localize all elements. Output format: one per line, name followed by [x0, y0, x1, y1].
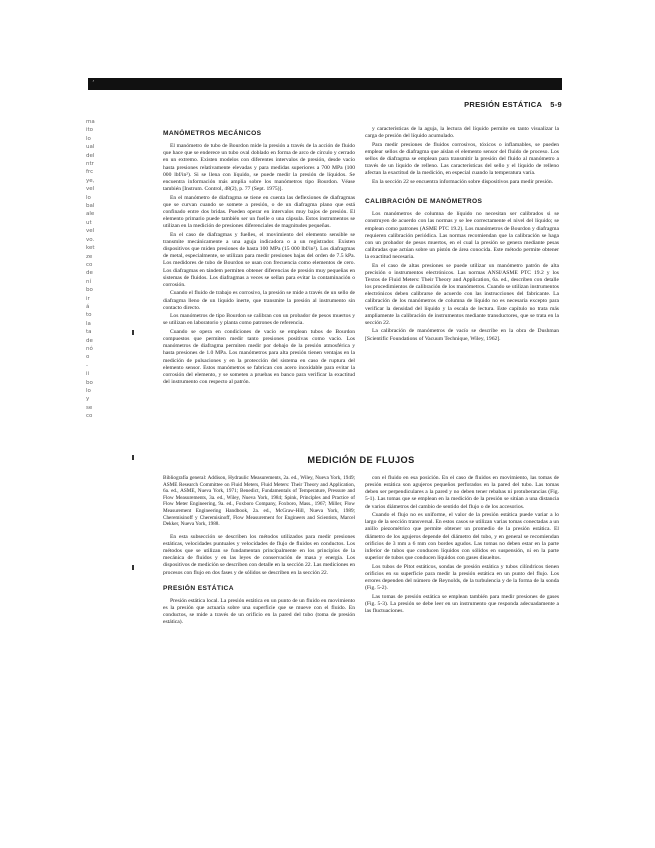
section-body: [365, 126, 559, 186]
gutter-fragment: vo.: [86, 236, 95, 243]
section-body: [365, 475, 559, 615]
gutter-fragment: ut: [86, 219, 92, 226]
margin-tick: [132, 330, 134, 335]
gutter-fragment: ze: [86, 253, 93, 260]
paragraph: Para medir presiones de fluidos corrosivos, tóxicos o inflamables, se pueden emplear sellos de diafragma que aíslan el elemento sensor del fluido de proceso. Los sellos de diafragma se emplean para transmitir la presión del fluido al manómetro a través de un líquido de relleno. Las características del sello y el líquido de relleno afectan la exactitud de la medición, en especial cuando la temperatura varía.: [365, 141, 559, 177]
gutter-fragment: de: [86, 337, 93, 344]
paragraph: En el caso de diafragmas y fuelles, el movimiento del elemento sensible se transmite mecánicamente a una aguja indicadora o a un registrador. Existen dispositivos que miden presiones de hasta 100 MPa (15 000 lbf/in²). Los diafragmas de metal, especialmente, se utilizan para medir presiones bajas del orden de 7.5 kPa. Los medidores de tubo de Bourdon se usan con frecuencia como elementos de cero. Los diafragmas en tándem permiten obtener diferencias de presión muy pequeñas en sistemas de fluidos. Los diafragmas a veces se sellan para evitar la contaminación o corrosión.: [163, 231, 355, 288]
column-right-bottom: [365, 475, 559, 617]
gutter-fragment: vel: [86, 228, 95, 235]
column-left-top: [163, 126, 355, 388]
paragraph: con el fluido en esa posición. En el caso de fluidos en movimiento, las tomas de presión estática son agujeros pequeños perforados en la pared del tubo. Las tomas deben ser perpendiculares a la pared y no deben tener rebabas ni protuberancias (Fig. 5-1). Las tomas que se emplean en la medición de la presión se sitúan a una distancia de varios diámetros del cambio de sentido del flujo o de los accesorios.: [365, 475, 559, 510]
gutter-fragment: to: [86, 312, 92, 319]
gutter-fragment: ma: [86, 119, 95, 125]
paragraph: Las tomas de presión estática se emplean también para medir presiones de gases (Fig. 5-3). La presión se debe leer en un instrumento que responda adecuadamente a las fluctuaciones.: [365, 593, 559, 614]
paragraph: La calibración de manómetros de vacío se describe en la obra de Dushman [Scientific Foundations of Vacuum Technique, Wiley, 1962].: [365, 328, 559, 342]
gutter-fragment: ní: [86, 278, 92, 285]
section-body: [365, 211, 559, 343]
gutter-fragment: de: [86, 270, 93, 277]
running-head: [380, 100, 562, 109]
corner-mark: ’: [92, 79, 95, 88]
gutter-fragment: lo: [86, 135, 91, 142]
column-left-bottom: [163, 475, 355, 628]
gutter-fragment: lo: [86, 194, 91, 201]
bibliography-text: Bibliografía general: Addison, Hydraulic Measurements, 2a. ed., Wiley, Nueva York, 1949; ASME Research Committee on Fluid Meters, Fluid Meters: Their Theory and Application, 6a. ed., ASME, Nueva York, 1971; Benedict, Fundamentals of Temperature, Pressure and Flow Measurements, 3a. ed., Wiley, Nueva York, 1984; Spink, Principles and Practice of Flow Meter Engineering, 9a. ed., Foxboro Company, Foxboro, Mass., 1967; Miller, Flow Measurement Engineering Handbook, 2a. ed., McGraw-Hill, Nueva York, 1989; Cheremisinoff y Cheremisinoff, Flow Measurement for Engineers and Scientists, Marcel Dekker, Nueva York, 1988.: [163, 475, 355, 528]
gutter-fragment: lo: [86, 388, 91, 394]
gutter-fragment: ntr: [86, 161, 94, 168]
paragraph: Los manómetros de columna de líquido no necesitan ser calibrados si se construyen de acuerdo con las normas y se lee correctamente el nivel del líquido; se emplean como patrones (ASME PTC 19.2). Los manómetros de Bourdon y diafragma requieren calibración periódica. Las normas recomiendan que la calibración se haga con un probador de pesos muertos, en el cual la presión se genera mediante pesas calibradas que actúan sobre un pistón de área conocida. Este método permite obtener la exactitud necesaria.: [365, 211, 559, 261]
bibliography: [163, 475, 355, 528]
gutter-fragment: bo: [86, 287, 93, 294]
page-number: 5-9: [550, 100, 562, 109]
paragraph: Cuando se opera en condiciones de vacío se emplean tubos de Bourdon compuestos que permiten medir tanto presiones positivas como vacío. Los manómetros de diafragma permiten medir por debajo de la presión atmosférica y hasta presiones de 1.0 MPa. Los manómetros para alta presión tienen ventajas en la medición de pulsaciones y en la protección del sistema en caso de ruptura del elemento sensor. Estos manómetros se fabrican con acero inoxidable para evitar la corrosión del elemento, y se someten a pruebas en banco para verificar la exactitud del instrumento con respecto al patrón.: [163, 329, 355, 386]
column-right-top: [365, 126, 559, 344]
paragraph: y características de la aguja, la lectura del líquido permite en tanto visualizar la carga de presión del líquido acumulado.: [365, 126, 559, 140]
section-body: [163, 534, 355, 577]
gutter-fragment: del: [86, 152, 95, 159]
gutter-fragment: y: [86, 396, 90, 403]
section-body: [163, 598, 355, 627]
gutter-fragment: bal: [86, 203, 95, 210]
paragraph: En esta subsección se describen los métodos utilizados para medir presiones estáticas, velocidades puntuales y velocidades de flujo de fluidos en conductos. Los métodos que se utilizan se fundamentan principalmente en los principios de la mecánica de fluidos y en las leyes de conservación de masa y energía. Los dispositivos de medición se describen con detalle en la sección 22. Las mediciones en procesos con flujo en dos fases y de sólidos se describen en la sección 22.: [163, 533, 355, 576]
gutter-fragment: ir: [86, 295, 90, 302]
gutter-fragment: frc: [86, 169, 94, 176]
gutter-fragment: á: [86, 303, 90, 310]
gutter-fragment: co: [86, 413, 93, 420]
gutter-fragments: [86, 118, 118, 818]
section-heading: CALIBRACIÓN DE MANÓMETROS: [365, 198, 483, 206]
paragraph: Presión estática local. La presión estática en un punto de un fluido en movimiento es la presión que actuaría sobre una superficie que se mueve con el fluido. En conductos, se mide a través de un orificio en la pared del tubo (toma de presión estática).: [163, 597, 355, 626]
margin-tick: [132, 565, 134, 570]
gutter-fragment: o: [86, 354, 90, 361]
chapter-heading: MEDICIÓN DE FLUJOS: [307, 455, 415, 465]
gutter-fragment: ale: [86, 211, 95, 218]
paragraph: Cuando el fluido de trabajo es corrosivo, la presión se mide a través de un sello de diafragma lleno de un líquido inerte, que transmite la presión al instrumento sin contacto directo.: [163, 290, 355, 311]
running-head-title: PRESIÓN ESTÁTICA: [464, 100, 543, 109]
gutter-fragment: ual: [86, 144, 95, 151]
top-rule: [88, 78, 562, 90]
gutter-fragment: bo: [86, 379, 93, 386]
section-heading: MANÓMETROS MECÁNICOS: [163, 130, 262, 137]
paragraph: Los tubos de Pitot estáticos, sondas de presión estática y tubos cilíndricos tienen orificios en su superficie para medir la presión estática en un punto del flujo. Los errores dependen del número de Reynolds, de la turbulencia y de la forma de la sonda (Fig. 5-2).: [365, 563, 559, 592]
paragraph: En el manómetro de diafragma se tiene en cuenta las deflexiones de diafragmas que se curvan cuando se somete a presión, o de un diafragma plano que está confinado entre dos bridas. Pueden operar en intervalos muy bajos de presión. El elemento primario puede también ser un fuelle o una cápsula. Estos instrumentos se utilizan en la medición de presiones diferenciales de magnitudes pequeñas.: [163, 194, 355, 230]
section-heading: PRESIÓN ESTÁTICA: [163, 584, 234, 592]
gutter-fragment: nó: [86, 345, 93, 352]
gutter-fragment: co: [86, 261, 93, 268]
paragraph: El manómetro de tubo de Bourdon mide la presión a través de la acción de fluido que hace que se enderece un tubo oval doblado en forma de arco de círculo y cerrado en un extremo. Existen modelos con diferentes intervalos de presión, desde vacío hasta presiones relativamente elevadas y para medidas superiores a 700 MPa (100 000 lbf/in²). Si se llena con líquido, se puede medir la presión de líquidos. Se encuentra información más amplia sobre los manómetros tipo Bourdon. Véase también [Instrum. Control, 48(2), p. 77 (Sept. 1975)].: [163, 143, 355, 193]
paragraph: Los manómetros de tipo Bourdon se calibran con un probador de pesos muertos y se utilizan en laboratorio y planta como patrones de referencia.: [163, 313, 355, 327]
paragraph: En la sección 22 se encuentra información sobre dispositivos para medir presión.: [372, 178, 554, 185]
section-body: [163, 143, 355, 386]
gutter-fragment: -: [86, 362, 88, 369]
paragraph: Cuando el flujo no es uniforme, el valor de la presión estática puede variar a lo largo de la sección transversal. En estos casos se utilizan varias tomas conectadas a un anillo piezométrico que permite obtener un promedio de la presión estática. El diámetro de los agujeros depende del diámetro del tubo, y en general se recomiendan orificios de 3 mm a 6 mm con bordes agudos. Las tomas no deben estar en la parte inferior de tubos que conducen líquidos con sólidos en suspensión, ni en la parte superior de tubos que conducen líquidos con gases disueltos.: [365, 512, 559, 562]
paragraph: En el caso de altas presiones se puede utilizar un manómetro patrón de alta precisión o instrumentos electrónicos. Las normas ANSI/ASME PTC 19.2 y los Textos de Fluid Meters: Their Theory and Application, 6a. ed., describen con detalle los procedimientos de calibración de los manómetros. Cuando se utilizan instrumentos electrónicos deben calibrarse de acuerdo con las instrucciones del fabricante. La calibración de los manómetros de columna de líquido no es necesaria excepto para verificar la densidad del líquido y la escala de lectura. Este capítulo no trata más ampliamente la calibración de instrumentos mediante transductores, que se trata en la sección 22.: [365, 262, 559, 326]
margin-tick: [132, 455, 134, 460]
gutter-fragment: ta: [86, 329, 92, 336]
gutter-fragment: ye,: [86, 177, 95, 184]
gutter-fragment: se: [86, 404, 93, 411]
gutter-fragment: ito: [86, 127, 94, 134]
gutter-fragment: vel: [86, 186, 95, 193]
gutter-fragment: la: [86, 320, 91, 327]
gutter-fragment: ket: [86, 245, 95, 252]
gutter-fragment: ii: [86, 371, 90, 378]
